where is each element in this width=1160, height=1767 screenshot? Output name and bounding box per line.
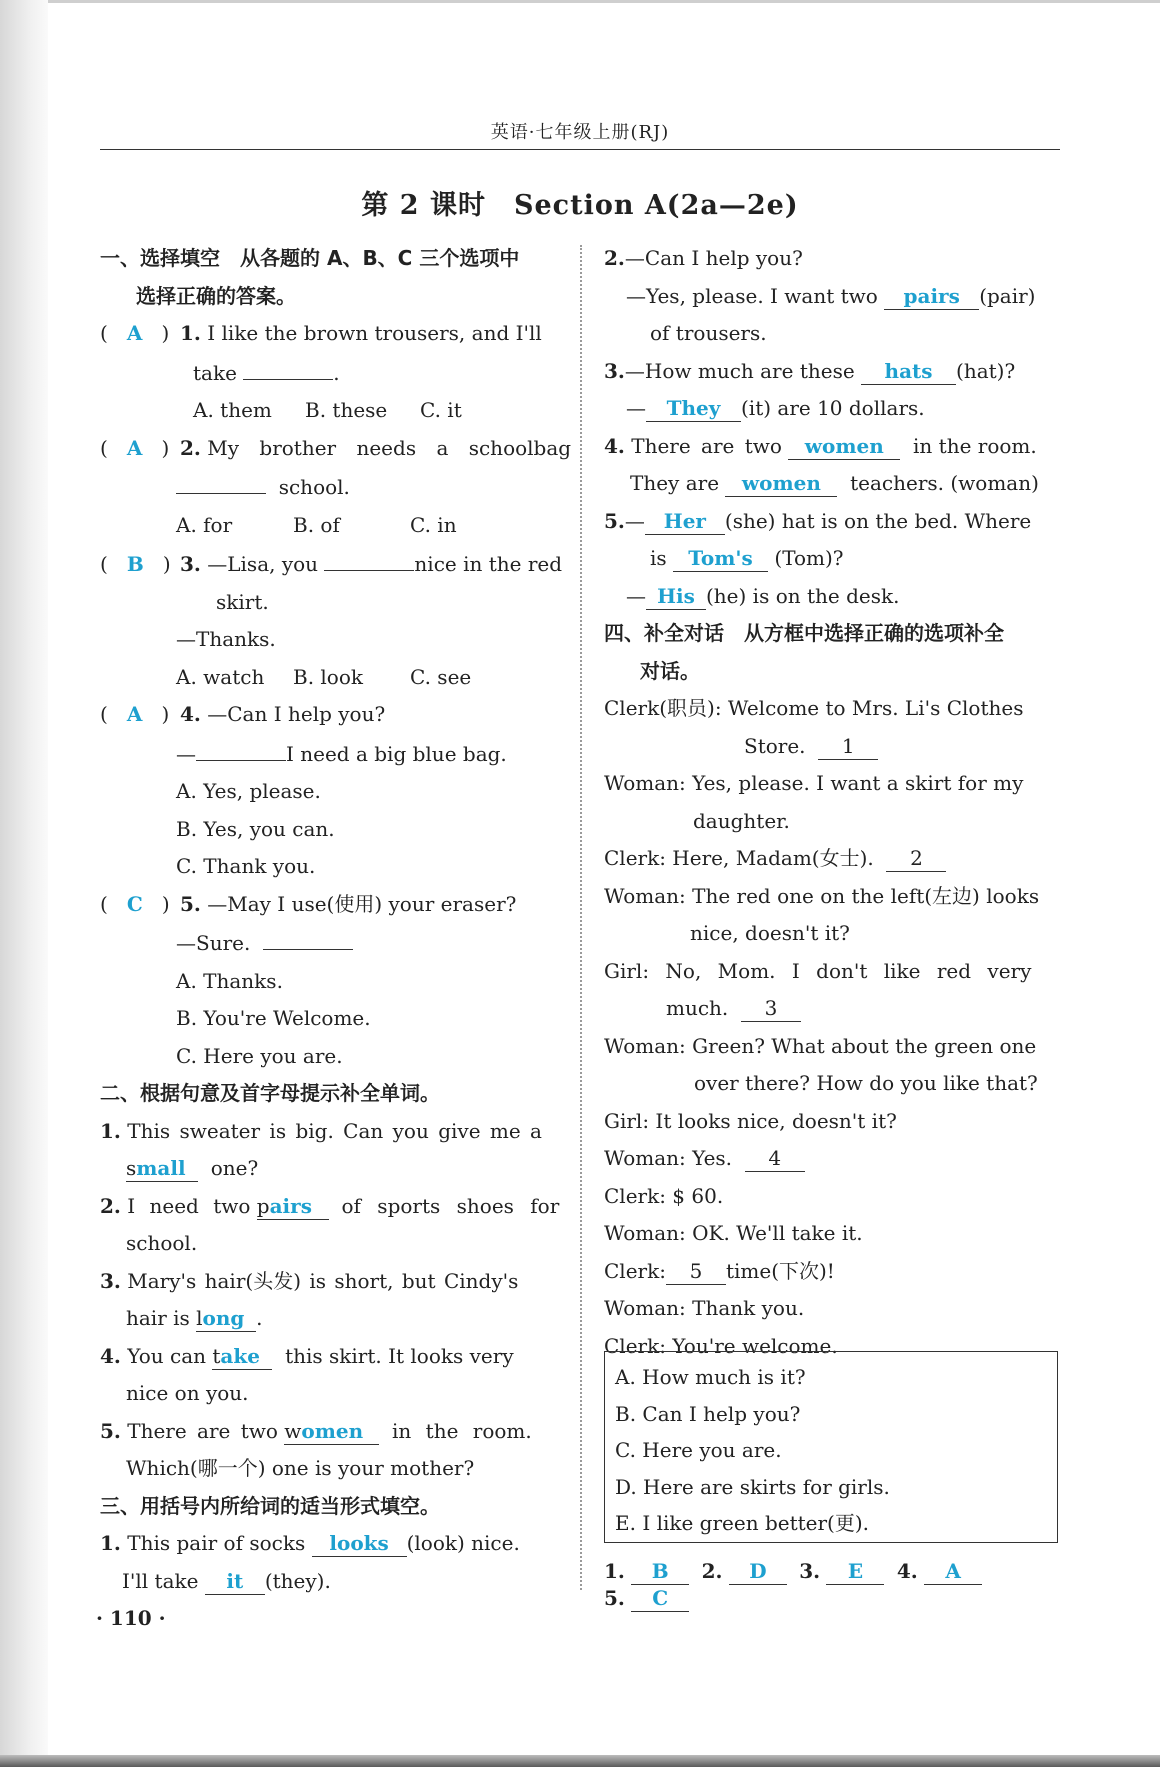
option-c[interactable]: C. in: [410, 512, 457, 537]
option-b[interactable]: B. these: [305, 398, 388, 422]
blank[interactable]: D: [729, 1558, 787, 1585]
p2-q3-cont: hair is long .: [126, 1306, 263, 1330]
dialogue-line: Clerk(职员): Welcome to Mrs. Li's Clothes: [604, 696, 1024, 720]
blank[interactable]: 1: [818, 733, 878, 760]
blank[interactable]: [196, 734, 286, 761]
page-bottom-edge: [0, 1755, 1160, 1767]
dialogue-line: Woman: Yes. 4: [604, 1140, 1060, 1178]
p3-q5-cont: is Tom's (Tom)?: [650, 546, 844, 570]
p3-q2-cont2: of trousers.: [650, 321, 767, 345]
header-rule: [100, 149, 1060, 150]
option-c[interactable]: C. Thank you.: [176, 854, 316, 878]
blank[interactable]: [243, 353, 333, 380]
p1-q2: ( A ) 2. My brother needs a schoolbag: [100, 430, 560, 468]
answer-bracket: ( B ): [100, 552, 171, 576]
dialogue-line: Girl: It looks nice, doesn't it?: [604, 1108, 897, 1133]
dialogue-line: Woman: Green? What about the green one: [604, 1033, 1037, 1058]
blank[interactable]: His: [646, 583, 706, 610]
blank[interactable]: 2: [886, 845, 946, 872]
blank[interactable]: women: [725, 470, 837, 497]
answer-bracket: ( A ): [100, 321, 170, 345]
blank[interactable]: Her: [645, 508, 725, 535]
answer-item: 2. D: [702, 1558, 787, 1585]
part1-heading-cont: 选择正确的答案。: [136, 283, 296, 308]
choice-item: D. Here are skirts for girls.: [615, 1474, 890, 1499]
left-column: [100, 240, 572, 1600]
column-divider: [580, 245, 582, 1590]
part4-heading-cont: 对话。: [640, 658, 700, 683]
option-a[interactable]: A. watch: [176, 664, 265, 689]
blank[interactable]: take: [212, 1343, 272, 1370]
blank[interactable]: pairs: [257, 1193, 329, 1220]
p1-q3-reply: —Thanks.: [176, 627, 276, 651]
answer-item: 5. C: [604, 1585, 689, 1612]
blank[interactable]: 5: [666, 1258, 726, 1285]
blank[interactable]: 3: [741, 995, 801, 1022]
p2-q2: 2. I need two pairs of sports shoes for: [100, 1193, 560, 1218]
option-a[interactable]: A. Thanks.: [176, 968, 283, 993]
blank[interactable]: looks: [312, 1530, 407, 1557]
dialogue-line: Woman: Yes, please. I want a skirt for my: [604, 771, 1024, 795]
p1-q4-cont: — I need a big blue bag.: [100, 734, 560, 774]
p3-q5: 5.— Her (she) hat is on the bed. Where: [604, 508, 1032, 533]
dialogue-line: much. 3: [604, 990, 1060, 1028]
blank[interactable]: C: [631, 1585, 689, 1612]
blank[interactable]: [263, 923, 353, 950]
option-a[interactable]: A. Yes, please.: [176, 779, 321, 803]
page-number: · 110 ·: [96, 1606, 166, 1630]
part4-answers: [604, 1558, 1060, 1612]
answer-item: 4. A: [897, 1558, 982, 1585]
p2-q4: 4. You can take this skirt. It looks very: [100, 1343, 514, 1368]
p2-q1-cont: small one?: [126, 1156, 259, 1180]
dialogue-line: Clerk: 5 time(下次)!: [604, 1258, 835, 1283]
answer-bracket: ( C ): [100, 891, 170, 916]
dialogue-line: Woman: The red one on the left(左边) looks: [604, 883, 1040, 908]
dialogue-line: Clerk: $ 60.: [604, 1183, 724, 1208]
p1-q5-cont: —Sure.: [100, 923, 560, 963]
blank[interactable]: [324, 544, 414, 571]
p1-q3: ( B ) 3. —Lisa, you nice in the red: [100, 544, 560, 584]
dialogue-line: Store. 1: [604, 728, 1060, 766]
page-top-edge: [0, 0, 1160, 3]
p2-q3: 3. Mary's hair(头发) is short, but Cindy's: [100, 1268, 519, 1293]
blank[interactable]: They: [646, 395, 741, 422]
choice-item: B. Can I help you?: [615, 1401, 801, 1426]
dialogue-line: Woman: Thank you.: [604, 1296, 805, 1320]
option-c[interactable]: C. see: [410, 664, 472, 689]
p1-q3-options: [100, 659, 560, 697]
blank[interactable]: hats: [861, 358, 956, 385]
blank[interactable]: A: [924, 1558, 982, 1585]
p2-q4-cont: nice on you.: [126, 1381, 249, 1405]
option-b[interactable]: B. look: [293, 664, 364, 689]
blank[interactable]: women: [284, 1418, 379, 1445]
part3-heading: 三、用括号内所给词的适当形式填空。: [100, 1493, 440, 1518]
page-title: 第 2 课时 Section A(2a—2e): [361, 190, 799, 221]
p1-q4: ( A ) 4. —Can I help you?: [100, 696, 560, 734]
option-c[interactable]: C. Here you are.: [176, 1043, 343, 1068]
option-a[interactable]: A. them: [193, 398, 272, 422]
dialogue-line: Girl: No, Mom. I don't like red very: [604, 958, 1032, 983]
blank[interactable]: Tom's: [673, 545, 768, 572]
part1-heading: 一、选择填空 从各题的 A、B、C 三个选项中: [100, 246, 520, 270]
p3-q2-cont: —Yes, please. I want two pairs (pair): [626, 283, 1036, 308]
blank[interactable]: 4: [745, 1145, 805, 1172]
option-c[interactable]: C. it: [420, 398, 462, 422]
blank[interactable]: pairs: [884, 283, 979, 310]
p1-q1-cont: take .: [100, 353, 560, 393]
dialogue-line: Clerk: You're welcome.: [604, 1333, 838, 1358]
dialogue-line: daughter.: [693, 808, 790, 833]
p1-q1: ( A ) 1. I like the brown trousers, and I'll: [100, 315, 560, 353]
right-column: [604, 240, 1060, 1365]
option-b[interactable]: B. of: [293, 512, 340, 537]
option-b[interactable]: B. You're Welcome.: [176, 1006, 371, 1030]
blank[interactable]: it: [205, 1568, 265, 1595]
p3-q1: 1. This pair of socks looks (look) nice.: [100, 1531, 520, 1555]
p2-q5: 5. There are two women in the room.: [100, 1418, 532, 1443]
p3-q3-cont: — They (it) are 10 dollars.: [626, 396, 925, 420]
blank[interactable]: B: [631, 1558, 689, 1585]
p3-q4-cont: They are women teachers. (woman): [630, 471, 1039, 495]
answer-bracket: ( A ): [100, 435, 170, 460]
blank[interactable]: E: [826, 1558, 884, 1585]
choice-item: E. I like green better(更).: [615, 1511, 870, 1535]
option-b[interactable]: B. Yes, you can.: [176, 816, 335, 841]
p1-q2-cont: school.: [100, 467, 560, 507]
choice-box: [604, 1351, 1058, 1543]
answer-item: 1. B: [604, 1558, 689, 1585]
p3-q4: 4. There are two women in the room.: [604, 433, 1037, 458]
dialogue-line: Woman: OK. We'll take it.: [604, 1221, 863, 1245]
p1-q5: ( C ) 5. —May I use(使用) your eraser?: [100, 886, 560, 924]
p3-q1-cont: I'll take it (they).: [122, 1568, 331, 1593]
p1-q1-options: [100, 392, 560, 430]
p3-q3: 3.—How much are these hats (hat)?: [604, 358, 1016, 383]
p2-q5-cont: Which(哪一个) one is your mother?: [126, 1456, 475, 1480]
blank[interactable]: long: [196, 1305, 256, 1332]
p1-q2-options: [100, 507, 560, 545]
p2-q2-cont: school.: [126, 1231, 198, 1255]
p3-q5-cont2: — His (he) is on the desk.: [626, 583, 900, 608]
option-a[interactable]: A. for: [176, 512, 233, 537]
answer-bracket: ( A ): [100, 702, 170, 726]
answer-item: 3. E: [799, 1558, 884, 1585]
p1-q3-cont: skirt.: [216, 589, 269, 614]
dialogue-line: over there? How do you like that?: [694, 1071, 1038, 1095]
p2-q1: 1. This sweater is big. Can you give me a: [100, 1118, 542, 1143]
part2-heading: 二、根据句意及首字母提示补全单词。: [100, 1081, 440, 1105]
running-header: 英语·七年级上册(RJ): [490, 122, 670, 143]
dialogue-line: Clerk: Here, Madam(女士). 2: [604, 840, 1060, 878]
blank[interactable]: [176, 467, 266, 494]
choice-item: A. How much is it?: [615, 1365, 806, 1389]
blank[interactable]: small: [126, 1155, 198, 1182]
choice-item: C. Here you are.: [615, 1438, 782, 1462]
p3-q2: 2.—Can I help you?: [604, 246, 803, 270]
dialogue-line: nice, doesn't it?: [690, 921, 850, 945]
blank[interactable]: women: [788, 433, 900, 460]
part4-heading: 四、补全对话 从方框中选择正确的选项补全: [604, 621, 1004, 645]
page-left-shadow: [0, 0, 48, 1767]
